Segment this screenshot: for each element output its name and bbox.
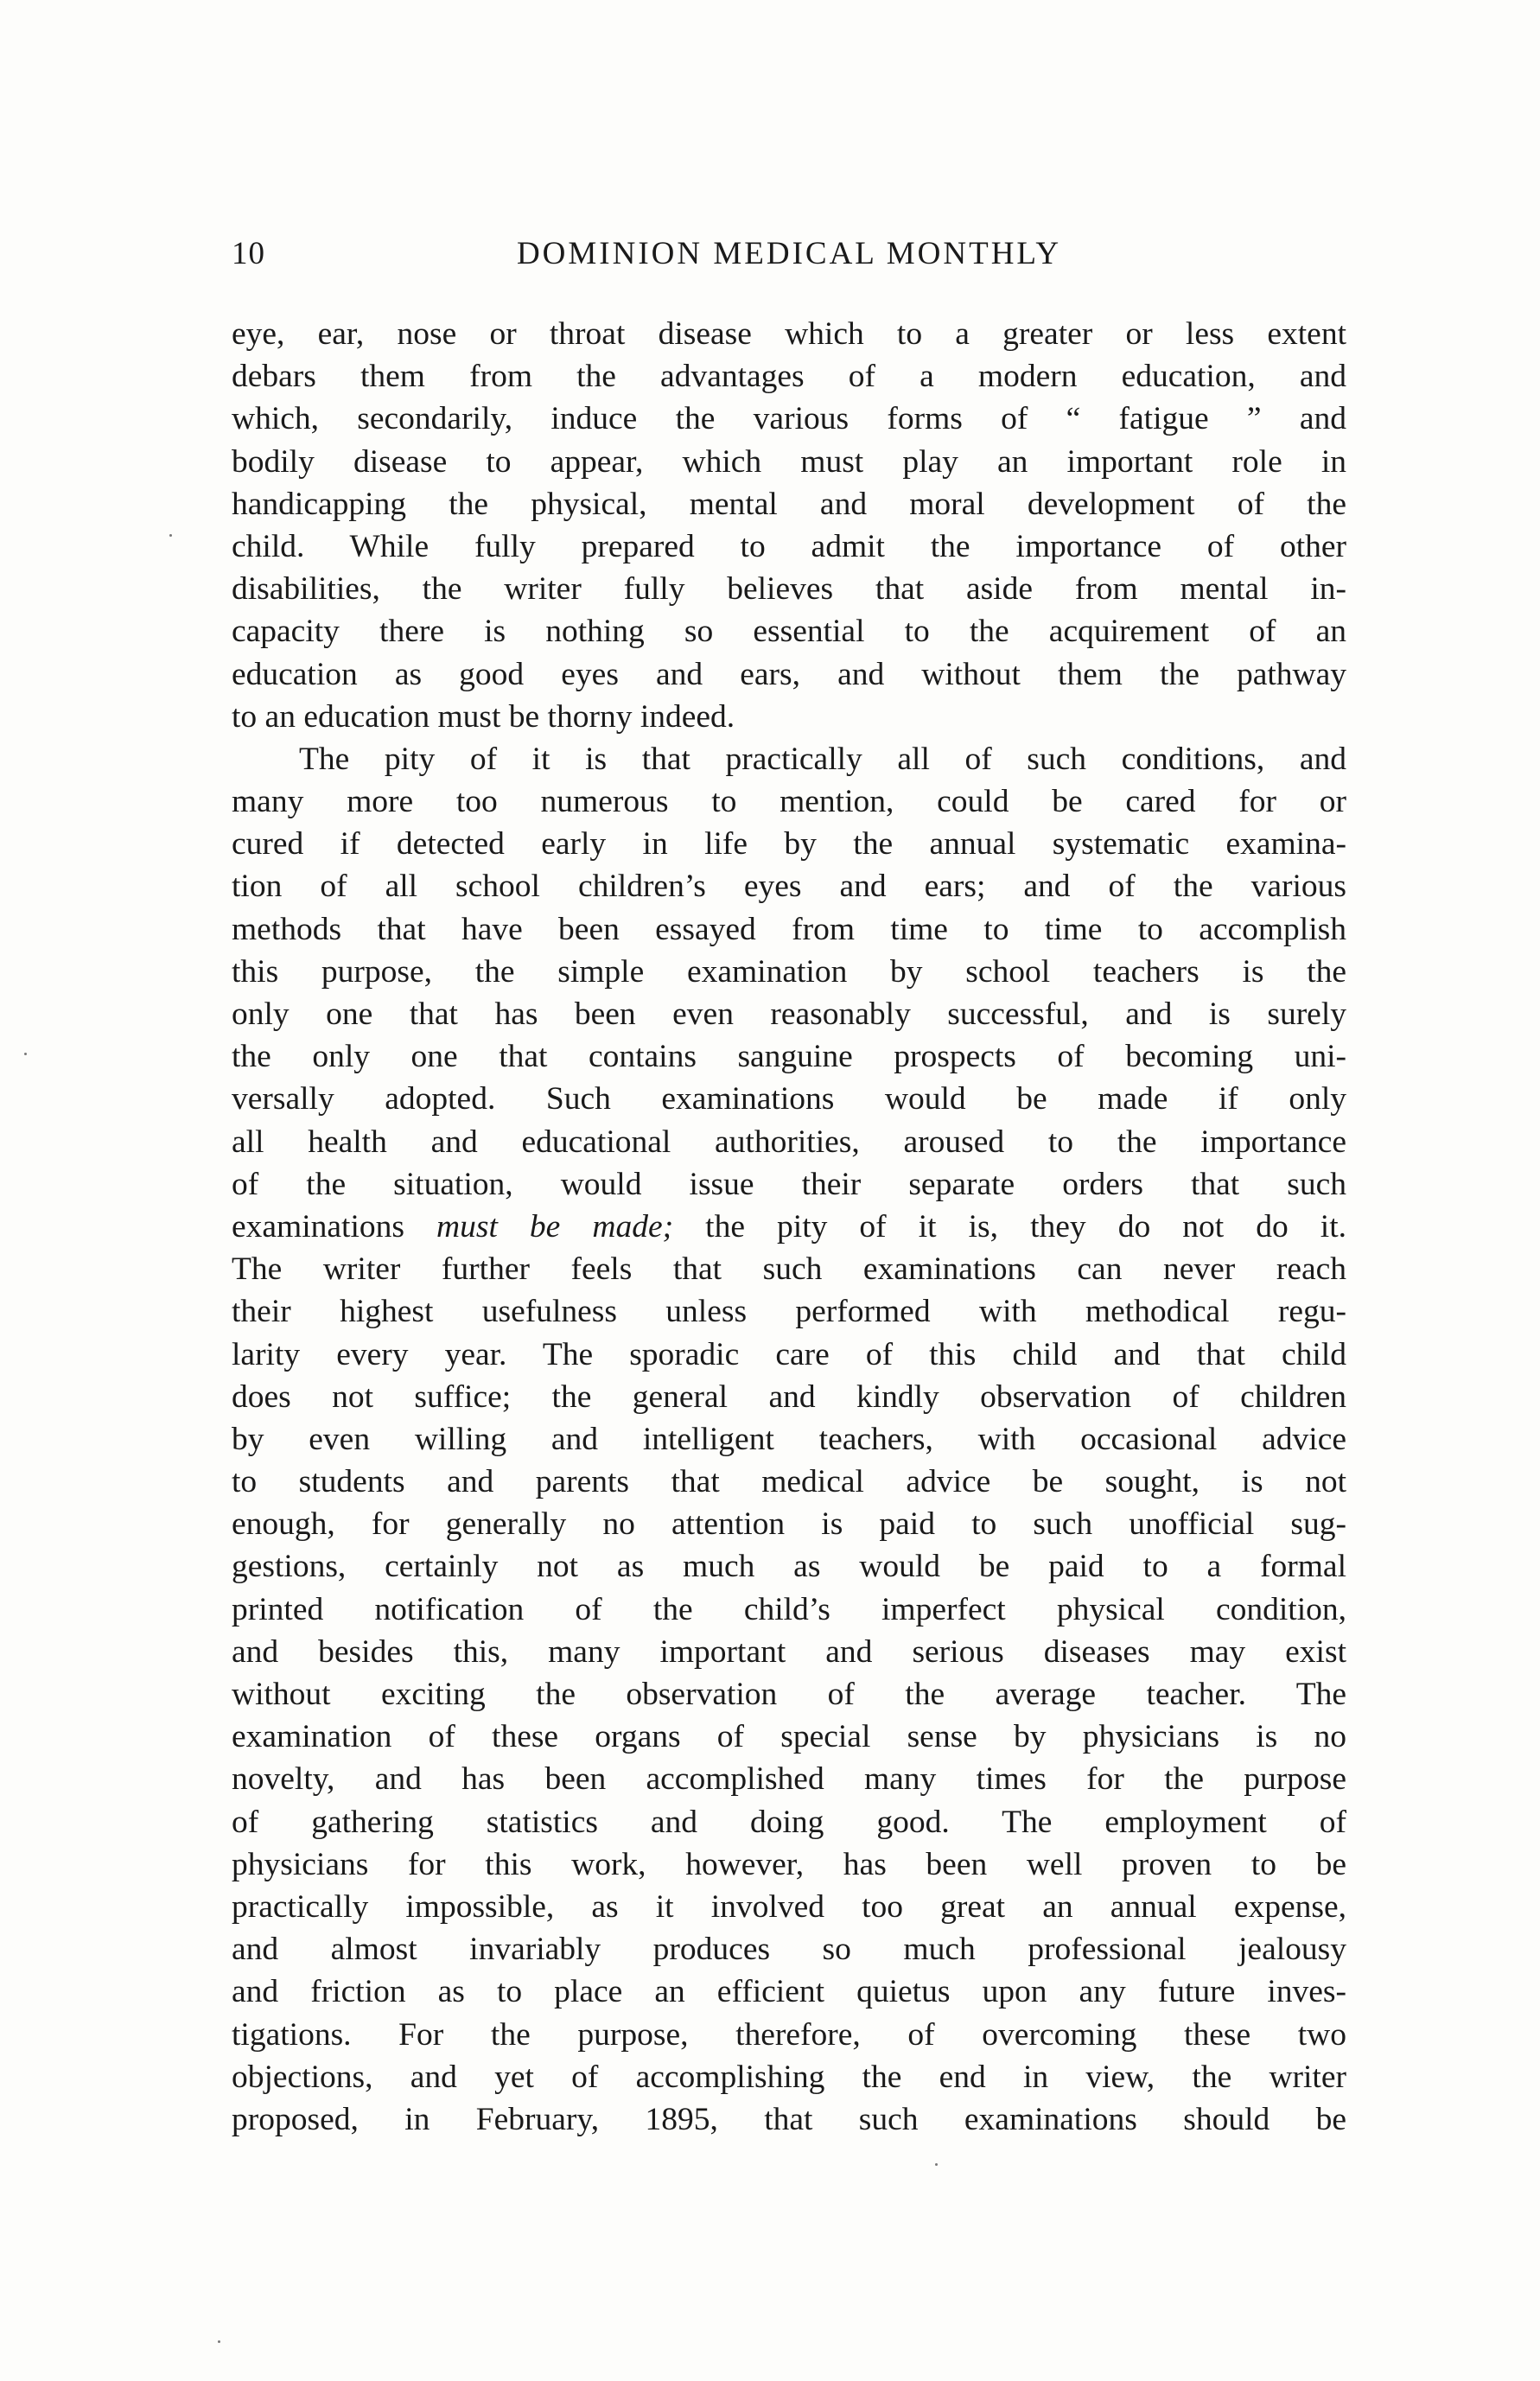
- page-number: 10: [232, 236, 265, 271]
- text-line: education as good eyes and ears, and without them the pathway: [232, 656, 1346, 692]
- text-line: by even willing and intelligent teachers, with occasional advice: [232, 1421, 1346, 1457]
- text-line: printed notification of the child’s imperfect physical condition,: [232, 1591, 1346, 1627]
- text-line: without exciting the observation of the average teacher. The: [232, 1677, 1346, 1712]
- paragraph-end-line: to an education must be thorny indeed.: [232, 698, 735, 735]
- text-line: novelty, and has been accomplished many times for the purpose: [232, 1761, 1346, 1798]
- running-head: [232, 235, 1346, 278]
- text-line: examination of these organs of special sense by physicians is no: [232, 1719, 1346, 1755]
- scan-speck: [169, 534, 172, 537]
- text-line: tigations. For the purpose, therefore, of overcoming these two: [232, 2016, 1346, 2053]
- scan-speck: [24, 1053, 27, 1055]
- text-line: of gathering statistics and doing good. The employment of: [232, 1804, 1346, 1840]
- scan-speck: [935, 2163, 938, 2166]
- text-line: physicians for this work, however, has been well proven to be: [232, 1846, 1346, 1882]
- text-line: gestions, certainly not as much as would be paid to a formal: [232, 1549, 1346, 1585]
- text-line-with-emphasis: [232, 1206, 1346, 1248]
- text-line: practically impossible, as it involved too great an annual expense,: [232, 1888, 1346, 1925]
- text-line: and almost invariably produces so much professional jealousy: [232, 1932, 1346, 1968]
- scan-speck: [218, 2340, 220, 2343]
- text-line: enough, for generally no attention is paid to such unofficial sug-: [232, 1506, 1346, 1543]
- text-line: all health and educational authorities, aroused to the importance: [232, 1124, 1346, 1160]
- text-line: of the situation, would issue their separate orders that such: [232, 1166, 1346, 1202]
- text-line: only one that has been even reasonably successful, and is surely: [232, 996, 1346, 1032]
- text-line: debars them from the advantages of a modern education, and: [232, 359, 1346, 395]
- body-text: [232, 313, 1346, 2141]
- text-line: The writer further feels that such examinations can never reach: [232, 1251, 1346, 1288]
- journal-title: DOMINION MEDICAL MONTHLY: [516, 236, 1062, 271]
- text-line: methods that have been essayed from time to time to accomplish: [232, 911, 1346, 947]
- text-line: eye, ear, nose or throat disease which to a greater or less extent: [232, 316, 1346, 352]
- line-segment: the pity of it is, they do not do it.: [673, 1208, 1347, 1245]
- emphasized-phrase: must be made;: [436, 1208, 674, 1245]
- text-line: does not suffice; the general and kindly observation of children: [232, 1378, 1346, 1415]
- text-line: cured if detected early in life by the annual systematic examina-: [232, 826, 1346, 863]
- text-line: objections, and yet of accomplishing the end in view, the writer: [232, 2059, 1346, 2095]
- text-line: child. While fully prepared to admit the importance of other: [232, 528, 1346, 564]
- text-line: tion of all school children’s eyes and ears; and of the various: [232, 869, 1346, 905]
- text-line: their highest usefulness unless performed with methodical regu-: [232, 1294, 1346, 1330]
- text-line: which, secondarily, induce the various forms of “ fatigue ” and: [232, 401, 1346, 437]
- paragraph-start-line: The pity of it is that practically all of such conditions, and: [299, 741, 1346, 777]
- text-line: versally adopted. Such examinations would be made if only: [232, 1081, 1346, 1117]
- text-line: the only one that contains sanguine prospects of becoming uni-: [232, 1039, 1346, 1075]
- text-line: this purpose, the simple examination by school teachers is the: [232, 953, 1346, 990]
- text-line: and friction as to place an efficient quietus upon any future inves-: [232, 1974, 1346, 2010]
- text-line: larity every year. The sporadic care of this child and that child: [232, 1336, 1346, 1372]
- text-line: proposed, in February, 1895, that such examinations should be: [232, 2101, 1346, 2137]
- line-segment: examinations: [232, 1208, 437, 1245]
- text-line: capacity there is nothing so essential to the acquirement of an: [232, 614, 1346, 650]
- text-line: disabilities, the writer fully believes that aside from mental in-: [232, 571, 1346, 608]
- text-line: many more too numerous to mention, could be cared for or: [232, 784, 1346, 820]
- text-line: to students and parents that medical advice be sought, is not: [232, 1464, 1346, 1500]
- text-line: and besides this, many important and serious diseases may exist: [232, 1633, 1346, 1670]
- text-line: handicapping the physical, mental and moral development of the: [232, 486, 1346, 522]
- text-line: bodily disease to appear, which must play an important role in: [232, 443, 1346, 480]
